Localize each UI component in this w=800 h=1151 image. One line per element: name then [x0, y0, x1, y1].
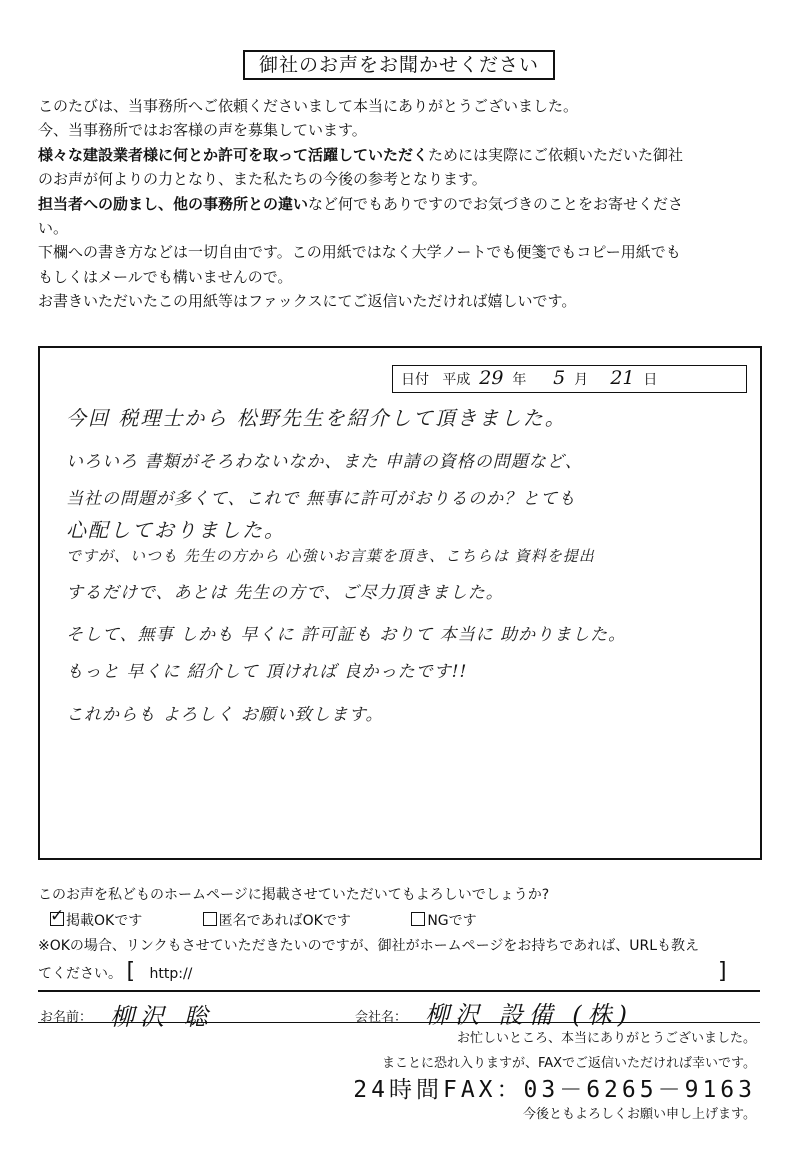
intro-emphasis: 担当者への励まし、他の事務所との違い: [38, 194, 309, 213]
intro-line: 今、当事務所ではお客様の声を募集しています。: [38, 121, 367, 140]
url-note-line: [38, 959, 768, 987]
closing-text: 今後ともよろしくお願い申し上げます。: [523, 1107, 756, 1122]
message-line: ですが、いつも 先生の方から 心強いお言葉を頂き、こちらは 資料を提出: [66, 547, 595, 565]
url-note-line: ※OKの場合、リンクもさせていただきたいのですが、御社がホームページをお持ちであれば、URLも教え: [38, 938, 700, 954]
intro-emphasis: 様々な建設業者様に何とか許可を取って活躍していただく: [38, 145, 429, 164]
name-label: お名前：: [40, 1010, 93, 1025]
company-label: 会社名：: [355, 1010, 408, 1025]
intro-text: [38, 94, 768, 314]
date-year-unit: 年: [512, 372, 527, 388]
thanks-text: お忙しいところ、本当にありがとうございました。: [456, 1031, 756, 1046]
consent-option-ok[interactable]: [50, 910, 170, 930]
date-label: 日付: [401, 372, 429, 388]
date-day-unit: 日: [643, 372, 658, 388]
date-month: 5: [553, 367, 566, 389]
message-line: これからも よろしく お願い致します。: [66, 705, 384, 725]
bracket-close-icon: ]: [718, 959, 727, 984]
consent-option-anonymous[interactable]: [203, 910, 379, 930]
form-title: 御社のお声をお聞かせください: [243, 50, 555, 80]
intro-line-rest: ためには実際にご依頼いただいた御社: [428, 145, 684, 164]
message-line: もっと 早くに 紹介して 頂ければ 良かったです!!: [66, 662, 468, 682]
divider: [38, 1022, 760, 1023]
consent-option-label: 掲載OKです: [66, 913, 143, 929]
consent-options: [50, 910, 533, 930]
consent-option-label: NGです: [427, 913, 477, 929]
checkbox-icon[interactable]: [203, 912, 217, 926]
divider: [38, 990, 760, 992]
date-field: [392, 365, 747, 393]
message-line: いろいろ 書類がそろわないなか、また 申請の資格の問題など、: [66, 452, 583, 472]
company-value: 柳沢 設備 (株): [425, 1001, 633, 1029]
message-line: 当社の問題が多くて、これで 無事に許可がおりるのか？とても: [66, 489, 577, 509]
url-note: [38, 934, 768, 987]
checkbox-icon[interactable]: [411, 912, 425, 926]
checkbox-checked-icon[interactable]: [50, 912, 64, 926]
fax-number: 24時間FAX：03－6265－9163: [353, 1077, 756, 1103]
date-day: 21: [610, 367, 635, 389]
intro-line: このたびは、当事務所へご依頼くださいまして本当にありがとうございました。: [38, 97, 579, 115]
intro-line: のお声が何よりの力となり、また私たちの今後の参考となります。: [38, 170, 487, 189]
date-month-unit: 月: [574, 372, 589, 388]
bracket-open-icon: [: [126, 959, 136, 984]
message-line: 心配しておりました。: [66, 518, 286, 542]
intro-line-rest: など何でもありですのでお気づきのことをお寄せくださ: [308, 194, 684, 213]
consent-option-ng[interactable]: [411, 910, 504, 930]
consent-question: このお声を私どものホームページに掲載させていただいてもよろしいでしょうか?: [38, 887, 550, 903]
intro-line: [38, 143, 768, 167]
message-line: そして、無事 しかも 早くに 許可証も おりて 本当に 助かりました。: [66, 625, 627, 645]
date-year: 29: [479, 367, 504, 389]
message-line: 今回 税理士から 松野先生を紹介して頂きました。: [66, 406, 567, 430]
intro-line: [38, 192, 768, 216]
intro-line: お書きいただいたこの用紙等はファックスにてご返信いただければ嬉しいです。: [38, 292, 577, 311]
date-era: 平成: [442, 372, 471, 388]
url-note-line2: てください。: [38, 966, 122, 982]
intro-line: い。: [38, 219, 69, 238]
message-line: するだけで、あとは 先生の方で、ご尽力頂きました。: [66, 583, 504, 603]
consent-option-label: 匿名であればOKです: [218, 913, 351, 929]
url-field[interactable]: http://: [149, 966, 193, 982]
fax-request-text: まことに恐れ入りますが、FAXでご返信いただければ幸いです。: [381, 1056, 756, 1071]
intro-line: もしくはメールでも構いませんので。: [38, 267, 293, 286]
intro-line: 下欄への書き方などは一切自由です。この用紙ではなく大学ノートでも便箋でもコピー用紙でも: [38, 243, 681, 262]
name-value: 柳沢 聡: [110, 1003, 214, 1031]
